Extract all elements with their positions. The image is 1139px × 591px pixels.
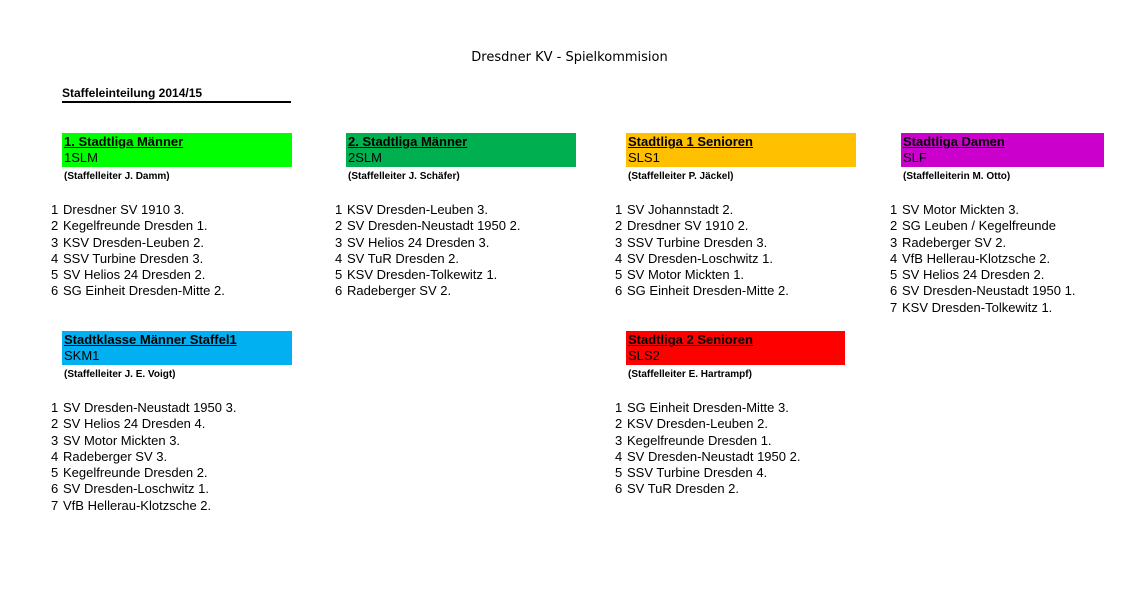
team-list-item xyxy=(890,202,1104,218)
league-skm1 xyxy=(51,331,292,514)
team-list-item xyxy=(51,416,292,432)
team-list-item xyxy=(51,267,292,283)
team-list-item xyxy=(615,481,845,497)
team-rank: 4 xyxy=(615,250,623,266)
league-name: Stadtklasse Männer Staffel1 xyxy=(64,332,237,347)
team-list-item xyxy=(615,251,856,267)
team-name: SV Helios 24 Dresden 2. xyxy=(902,267,1045,283)
team-list-item xyxy=(890,218,1104,234)
team-list-item xyxy=(615,283,856,299)
team-rank: 4 xyxy=(615,448,623,464)
team-rank: 6 xyxy=(890,283,898,299)
team-rank: 4 xyxy=(51,250,59,266)
team-rank: 6 xyxy=(51,481,59,497)
team-name: SG Einheit Dresden-Mitte 3. xyxy=(627,400,789,415)
team-name: Dresdner SV 1910 3. xyxy=(63,202,185,217)
team-rank: 2 xyxy=(615,416,623,432)
team-list-item xyxy=(51,498,292,514)
team-list-item xyxy=(51,251,292,267)
team-name: SV TuR Dresden 2. xyxy=(627,481,739,497)
team-rank: 5 xyxy=(615,267,623,283)
team-rank: 2 xyxy=(51,416,59,432)
team-list-item xyxy=(335,218,576,234)
team-list-item xyxy=(51,235,292,251)
team-name: SV Johannstadt 2. xyxy=(627,202,734,217)
team-name: SV Helios 24 Dresden 3. xyxy=(347,234,490,250)
team-list xyxy=(51,400,292,514)
league-name: 2. Stadtliga Männer xyxy=(348,134,468,149)
team-name: SSV Turbine Dresden 3. xyxy=(627,234,768,250)
team-list-item xyxy=(335,235,576,251)
team-list-item xyxy=(51,433,292,449)
team-rank: 5 xyxy=(51,267,59,283)
team-list-item xyxy=(51,449,292,465)
team-rank: 5 xyxy=(890,267,898,283)
team-list-item xyxy=(890,283,1104,299)
team-name: Kegelfreunde Dresden 2. xyxy=(63,465,208,481)
team-name: SG Einheit Dresden-Mitte 2. xyxy=(63,283,225,299)
league-header-box xyxy=(901,133,1104,167)
team-rank: 5 xyxy=(51,465,59,481)
team-name: Radeberger SV 2. xyxy=(347,283,452,299)
team-name: Radeberger SV 2. xyxy=(902,234,1007,250)
team-list-item xyxy=(615,433,845,449)
team-rank: 3 xyxy=(51,432,59,448)
team-rank: 5 xyxy=(615,465,623,481)
league-header-box xyxy=(626,133,856,167)
team-name: SV Dresden-Loschwitz 1. xyxy=(627,250,773,266)
document-title: Dresdner KV - Spielkommision xyxy=(471,50,668,65)
league-name: 1. Stadtliga Männer xyxy=(64,134,184,149)
team-name: SG Leuben / Kegelfreunde xyxy=(902,218,1056,234)
team-name: KSV Dresden-Tolkewitz 1. xyxy=(902,299,1053,315)
team-rank: 2 xyxy=(51,218,59,234)
team-name: SV Dresden-Neustadt 1950 2. xyxy=(347,218,521,234)
team-rank: 3 xyxy=(335,234,343,250)
team-list-item xyxy=(335,251,576,267)
team-rank: 3 xyxy=(51,234,59,250)
team-list-item xyxy=(51,202,292,218)
team-name: SV Dresden-Neustadt 1950 1. xyxy=(902,283,1076,299)
team-name: SV Helios 24 Dresden 2. xyxy=(63,267,206,283)
team-rank: 7 xyxy=(51,497,59,513)
team-rank: 3 xyxy=(890,234,898,250)
team-name: KSV Dresden-Leuben 2. xyxy=(63,234,204,250)
team-rank: 5 xyxy=(335,267,343,283)
team-rank: 6 xyxy=(615,481,623,497)
team-name: SV Dresden-Neustadt 1950 3. xyxy=(63,400,237,415)
team-rank: 1 xyxy=(335,202,343,217)
team-name: SV Dresden-Loschwitz 1. xyxy=(63,481,209,497)
team-rank: 6 xyxy=(615,283,623,299)
league-leader: (Staffelleiter J. Damm) xyxy=(64,171,170,182)
league-header-box xyxy=(346,133,576,167)
team-list xyxy=(890,202,1104,316)
team-name: SV TuR Dresden 2. xyxy=(347,250,459,266)
team-list xyxy=(615,400,845,498)
league-code: SLF xyxy=(903,150,927,165)
team-name: KSV Dresden-Tolkewitz 1. xyxy=(347,267,498,283)
team-name: VfB Hellerau-Klotzsche 2. xyxy=(63,497,212,513)
league-header-box xyxy=(62,331,292,365)
team-rank: 6 xyxy=(51,283,59,299)
team-list-item xyxy=(615,202,856,218)
league-sls1 xyxy=(615,133,856,300)
team-list-item xyxy=(615,465,845,481)
league-name: Stadtliga 2 Senioren xyxy=(628,332,753,347)
team-name: SG Einheit Dresden-Mitte 2. xyxy=(627,283,789,299)
team-list-item xyxy=(890,251,1104,267)
team-rank: 6 xyxy=(335,283,343,299)
team-list-item xyxy=(335,283,576,299)
team-rank: 3 xyxy=(615,432,623,448)
league-leader: (Staffelleiter E. Hartrampf) xyxy=(628,369,752,380)
team-list-item xyxy=(890,300,1104,316)
team-list xyxy=(615,202,856,300)
team-list-item xyxy=(615,416,845,432)
team-list-item xyxy=(335,202,576,218)
league-code: SKM1 xyxy=(64,348,100,363)
team-rank: 1 xyxy=(615,400,623,415)
team-name: Dresdner SV 1910 2. xyxy=(627,218,749,234)
team-rank: 1 xyxy=(890,202,898,217)
team-name: Kegelfreunde Dresden 1. xyxy=(63,218,208,234)
team-list-item xyxy=(51,465,292,481)
league-leader: (Staffelleiter J. E. Voigt) xyxy=(64,369,176,380)
team-list-item xyxy=(615,400,845,416)
league-header-box xyxy=(626,331,845,365)
team-name: SV Motor Mickten 3. xyxy=(63,432,181,448)
team-list-item xyxy=(51,218,292,234)
league-name: Stadtliga 1 Senioren xyxy=(628,134,753,149)
league-header-box xyxy=(62,133,292,167)
league-2slm xyxy=(335,133,576,300)
team-rank: 3 xyxy=(615,234,623,250)
team-rank: 4 xyxy=(890,250,898,266)
team-list-item xyxy=(51,400,292,416)
team-list-item xyxy=(51,481,292,497)
team-name: Kegelfreunde Dresden 1. xyxy=(627,432,772,448)
team-rank: 1 xyxy=(615,202,623,217)
league-1slm xyxy=(51,133,292,300)
team-name: SV Dresden-Neustadt 1950 2. xyxy=(627,448,801,464)
team-rank: 4 xyxy=(51,448,59,464)
team-list-item xyxy=(890,235,1104,251)
team-name: SSV Turbine Dresden 4. xyxy=(627,465,768,481)
team-list-item xyxy=(615,449,845,465)
league-code: 2SLM xyxy=(348,150,382,165)
team-rank: 2 xyxy=(615,218,623,234)
team-name: SV Helios 24 Dresden 4. xyxy=(63,416,206,432)
league-slf xyxy=(890,133,1104,316)
team-rank: 1 xyxy=(51,400,59,415)
league-name: Stadtliga Damen xyxy=(903,134,1005,149)
league-sls2 xyxy=(615,331,845,498)
team-name: SSV Turbine Dresden 3. xyxy=(63,250,204,266)
team-name: Radeberger SV 3. xyxy=(63,448,168,464)
team-name: SV Motor Mickten 1. xyxy=(627,267,745,283)
team-name: KSV Dresden-Leuben 2. xyxy=(627,416,768,432)
team-name: KSV Dresden-Leuben 3. xyxy=(347,202,488,217)
league-leader: (Staffelleiter J. Schäfer) xyxy=(348,171,460,182)
league-leader: (Staffelleiter P. Jäckel) xyxy=(628,171,734,182)
team-name: SV Motor Mickten 3. xyxy=(902,202,1020,217)
team-rank: 2 xyxy=(890,218,898,234)
team-rank: 1 xyxy=(51,202,59,217)
league-leader: (Staffelleiterin M. Otto) xyxy=(903,171,1011,182)
team-rank: 2 xyxy=(335,218,343,234)
team-list-item xyxy=(615,267,856,283)
team-list-item xyxy=(51,283,292,299)
league-code: SLS1 xyxy=(628,150,660,165)
league-code: 1SLM xyxy=(64,150,98,165)
season-title: Staffeleinteilung 2014/15 xyxy=(62,86,291,103)
team-list-item xyxy=(615,218,856,234)
team-rank: 4 xyxy=(335,250,343,266)
team-list-item xyxy=(890,267,1104,283)
team-list-item xyxy=(615,235,856,251)
team-list xyxy=(51,202,292,300)
team-rank: 7 xyxy=(890,299,898,315)
team-list xyxy=(335,202,576,300)
league-code: SLS2 xyxy=(628,348,660,363)
team-list-item xyxy=(335,267,576,283)
team-name: VfB Hellerau-Klotzsche 2. xyxy=(902,250,1051,266)
